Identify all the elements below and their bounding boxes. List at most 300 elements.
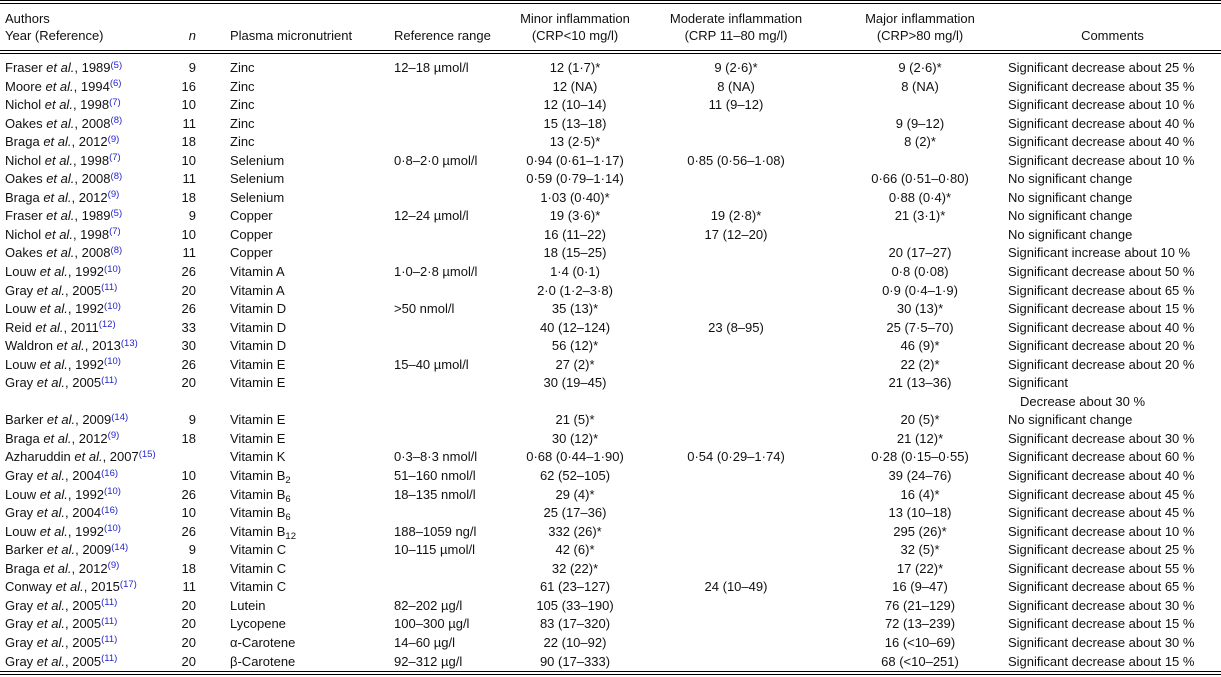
et-al-label: et al. (44, 226, 73, 242)
major-inflammation-cell: 20 (17–27) (888, 245, 952, 261)
col-header-micronutrient (198, 2, 394, 52)
table-row (0, 430, 1221, 449)
comment-cell: Significant decrease about 40 % (1008, 468, 1195, 484)
moderate-inflammation-cell (636, 467, 836, 486)
major-inflammation-cell: 8 (2)* (904, 134, 936, 150)
n-cell: 9 (188, 208, 196, 224)
reference-range-cell: 1·0–2·8 µmol/l (394, 264, 478, 280)
et-al-label: et al. (36, 468, 65, 484)
minor-inflammation-cell: 21 (5)* (555, 412, 595, 428)
comment-cell: Significant decrease about 20 % (1008, 356, 1195, 372)
authors-cell: Nichol et al., 1998$^{(7)}$ (5, 96, 121, 113)
table-body (0, 52, 1221, 673)
moderate-inflammation-cell (636, 486, 836, 505)
major-inflammation-cell: 16 (9–47) (892, 579, 948, 595)
major-inflammation-cell (836, 226, 1004, 245)
et-al-label: et al. (39, 523, 68, 539)
moderate-inflammation-cell (636, 337, 836, 356)
comment-cell: Significant decrease about 30 % (1008, 597, 1195, 613)
comment-cell: Significant decrease about 10 % (1008, 97, 1195, 113)
n-cell: 20 (181, 282, 196, 298)
major-inflammation-cell: 13 (10–18) (888, 505, 952, 521)
micronutrient-cell: Zinc (230, 134, 255, 150)
table-row (0, 244, 1221, 263)
authors-cell: Louw et al., 1992$^{(10)}$ (5, 300, 121, 317)
authors-cell: Louw et al., 1992$^{(10)}$ (5, 523, 121, 539)
et-al-label: et al. (36, 616, 65, 632)
minor-inflammation-cell: 332 (26)* (548, 523, 602, 539)
table-row (0, 634, 1221, 653)
citation-link[interactable]: (10) (104, 523, 121, 535)
comment-cell: Significant decrease about 10 % (1008, 523, 1195, 539)
reference-range-cell (394, 133, 514, 152)
micronutrient-cell: Vitamin E (230, 430, 286, 446)
citation-link[interactable]: (9) (107, 189, 120, 201)
n-cell: 11 (182, 115, 196, 131)
major-inflammation-cell: 17 (22)* (896, 560, 944, 576)
minor-inflammation-cell (514, 393, 636, 412)
micronutrient-cell: Vitamin D (230, 338, 287, 354)
reference-range-cell (394, 504, 514, 523)
n-cell: 20 (181, 375, 196, 391)
col-header-reference-range (394, 2, 514, 52)
moderate-inflammation-cell (636, 393, 836, 412)
minor-inflammation-cell: 18 (15–25) (543, 245, 607, 261)
n-cell: 10 (181, 97, 196, 113)
authors-cell: Oakes et al., 2008$^{(8)}$ (5, 244, 123, 261)
moderate-inflammation-cell (636, 411, 836, 430)
micronutrient-cell: β-Carotene (230, 653, 296, 669)
n-cell: 26 (181, 523, 196, 539)
table-row (0, 560, 1221, 579)
micronutrient-cell: Zinc (230, 78, 255, 94)
authors-cell: Conway et al., 2015$^{(17)}$ (5, 578, 137, 595)
header-row (0, 2, 1221, 52)
minor-inflammation-cell: 42 (6)* (555, 542, 595, 558)
micronutrient-cell: Vitamin C (230, 560, 287, 576)
citation-link[interactable]: (15) (138, 448, 156, 460)
authors-cell: Braga et al., 2012$^{(9)}$ (5, 189, 120, 205)
reference-range-cell (394, 170, 514, 189)
major-inflammation-cell: 0·88 (0·4)* (888, 189, 952, 205)
reference-range-cell: 0·3–8·3 nmol/l (394, 449, 478, 465)
citation-link[interactable]: (10) (104, 300, 121, 312)
authors-cell: Gray et al., 2004$^{(16)}$ (5, 504, 119, 521)
citation-link[interactable]: (5) (110, 207, 123, 219)
citation-link[interactable]: (11) (101, 597, 118, 609)
micronutrient-cell: Vitamin D (230, 319, 287, 335)
moderate-inflammation-cell: 19 (2·8)* (710, 208, 762, 224)
col-header-authors (0, 2, 172, 52)
micronutrient-cell: Vitamin A (230, 282, 285, 298)
comment-cell: Significant decrease about 55 % (1008, 560, 1195, 576)
moderate-inflammation-cell (636, 115, 836, 134)
moderate-inflammation-cell (636, 430, 836, 449)
reference-range-cell (394, 411, 514, 430)
reference-range-cell: 14–60 µg/l (394, 634, 455, 650)
citation-link[interactable]: (9) (107, 560, 120, 572)
table-row (0, 411, 1221, 430)
et-al-label: et al. (36, 375, 65, 391)
citation-link[interactable]: (11) (101, 615, 118, 627)
n-cell: 26 (181, 301, 196, 317)
n-cell: 20 (181, 653, 196, 669)
micronutrient-cell: α-Carotene (230, 634, 296, 650)
authors-cell: Louw et al., 1992$^{(10)}$ (5, 263, 121, 280)
citation-link[interactable]: (7) (109, 152, 121, 164)
et-al-label: et al. (35, 319, 64, 335)
table-row (0, 578, 1221, 597)
comment-cell: Significant (1008, 375, 1068, 391)
citation-link[interactable]: (7) (109, 226, 121, 238)
authors-cell: Oakes et al., 2008$^{(8)}$ (5, 115, 123, 131)
micronutrient-cell (198, 393, 394, 412)
table-row (0, 78, 1221, 97)
micronutrient-cell: Selenium (230, 189, 285, 205)
et-al-label: et al. (46, 245, 75, 261)
col-header-minor-inflammation (514, 2, 636, 52)
et-al-label: et al. (39, 486, 68, 502)
et-al-label: et al. (43, 430, 72, 446)
major-inflammation-cell: 68 (<10–251) (881, 653, 959, 669)
minor-inflammation-cell: 19 (3·6)* (549, 208, 601, 224)
moderate-inflammation-cell (636, 504, 836, 523)
citation-link[interactable]: (14) (111, 541, 129, 553)
reference-range-cell: 10–115 µmol/l (394, 542, 475, 558)
minor-inflammation-cell: 105 (33–190) (536, 597, 614, 613)
et-al-label: et al. (36, 282, 65, 298)
citation-link[interactable]: (11) (101, 653, 118, 664)
minor-inflammation-cell: 61 (23–127) (539, 579, 611, 595)
minor-inflammation-cell: 13 (2·5)* (549, 134, 601, 150)
n-cell: 10 (181, 468, 196, 484)
micronutrient-cell: Vitamin D (230, 301, 287, 317)
citation-link[interactable]: (10) (104, 263, 121, 275)
et-al-label: et al. (46, 542, 76, 558)
authors-cell: Louw et al., 1992$^{(10)}$ (5, 486, 121, 502)
moderate-inflammation-cell (636, 541, 836, 560)
citation-link[interactable]: (13) (120, 337, 138, 349)
citation-link[interactable]: (10) (104, 356, 121, 368)
minor-inflammation-cell: 62 (52–105) (539, 468, 611, 484)
moderate-inflammation-cell (636, 653, 836, 674)
micronutrient-cell: Vitamin K (230, 449, 286, 465)
et-al-label: et al. (43, 560, 72, 576)
authors-cell: Gray et al., 2005$^{(11)}$ (5, 653, 118, 669)
citation-link[interactable]: (10) (104, 486, 121, 498)
micronutrient-cell: Vitamin $B_2$ (230, 468, 291, 487)
major-inflammation-cell: 9 (2·6)* (898, 60, 942, 75)
authors-cell: Nichol et al., 1998$^{(7)}$ (5, 226, 121, 242)
citation-link[interactable]: (8) (110, 244, 123, 256)
moderate-inflammation-cell (636, 634, 836, 653)
reference-range-cell: 51–160 nmol/l (394, 468, 476, 484)
table-row (0, 523, 1221, 542)
header-micronutrient-label: Plasma micronutrient (230, 28, 353, 43)
table-row (0, 207, 1221, 226)
citation-link[interactable]: (16) (101, 504, 119, 516)
header-authors-line1: Authors (5, 11, 50, 26)
vitamin-subscript: 2 (285, 475, 291, 487)
n-cell (172, 448, 198, 467)
n-cell: 20 (181, 597, 196, 613)
major-inflammation-cell: 72 (13–239) (884, 616, 956, 632)
comment-cell: Significant decrease about 50 % (1008, 264, 1195, 280)
citation-link[interactable]: (7) (109, 96, 121, 108)
reference-range-cell: 82–202 µg/l (394, 597, 463, 613)
reference-range-cell: 188–1059 ng/l (394, 523, 477, 539)
reference-range-cell (394, 96, 514, 115)
major-inflammation-cell (836, 96, 1004, 115)
authors-cell: Louw et al., 1992$^{(10)}$ (5, 356, 121, 372)
reference-range-cell (394, 115, 514, 134)
moderate-inflammation-cell: 8 (NA) (717, 78, 755, 94)
authors-cell: Fraser et al., 1989$^{(5)}$ (5, 59, 123, 75)
table-row (0, 467, 1221, 486)
comment-cell: Significant decrease about 25 % (1008, 542, 1195, 558)
col-header-moderate-inflammation (636, 2, 836, 52)
major-inflammation-cell: 46 (9)* (900, 338, 940, 354)
table-row (0, 374, 1221, 393)
vitamin-subscript: 6 (285, 512, 291, 524)
comment-cell: Significant decrease about 15 % (1008, 616, 1195, 632)
moderate-inflammation-cell: 0·54 (0·29–1·74) (687, 449, 785, 465)
authors-cell: Nichol et al., 1998$^{(7)}$ (5, 152, 121, 168)
n-cell: 20 (181, 634, 196, 650)
major-inflammation-cell: 20 (5)* (900, 412, 940, 428)
header-n-label: n (188, 28, 196, 43)
table-row (0, 319, 1221, 338)
header-minor-line2: (CRP<10 mg/l) (531, 28, 619, 43)
reference-range-cell (394, 430, 514, 449)
citation-link[interactable]: (17) (119, 578, 137, 590)
authors-cell: Gray et al., 2005$^{(11)}$ (5, 634, 118, 650)
micronutrient-cell: Vitamin E (230, 375, 286, 391)
table-row (0, 356, 1221, 375)
moderate-inflammation-cell (636, 560, 836, 579)
micronutrient-cell: Copper (230, 226, 273, 242)
moderate-inflammation-cell (636, 523, 836, 542)
authors-cell: Azharuddin et al., 2007$^{(15)}$ (5, 448, 156, 465)
comment-cell: Significant decrease about 65 % (1008, 282, 1195, 298)
citation-link[interactable]: (5) (110, 59, 123, 71)
moderate-inflammation-cell (636, 615, 836, 634)
et-al-label: et al. (43, 134, 72, 150)
moderate-inflammation-cell: 0·85 (0·56–1·08) (687, 152, 785, 168)
micronutrient-cell: Zinc (230, 60, 255, 75)
authors-cell: Oakes et al., 2008$^{(8)}$ (5, 170, 123, 187)
comment-cell: Significant decrease about 40 % (1008, 319, 1195, 335)
comment-cell: Significant increase about 10 % (1008, 245, 1191, 261)
n-cell: 11 (182, 245, 196, 261)
et-al-label: et al. (46, 115, 75, 131)
comment-cell: Significant decrease about 60 % (1008, 449, 1195, 465)
authors-cell: Gray et al., 2005$^{(11)}$ (5, 282, 118, 298)
comment-cell: Decrease about 30 % (1020, 393, 1146, 409)
table-row (0, 96, 1221, 115)
authors-cell: Fraser et al., 1989$^{(5)}$ (5, 207, 123, 224)
n-cell: 18 (181, 189, 196, 205)
major-inflammation-cell: 8 (NA) (901, 78, 939, 94)
major-inflammation-cell: 9 (9–12) (895, 115, 945, 131)
et-al-label: et al. (36, 634, 65, 650)
vitamin-subscript: 6 (285, 493, 291, 505)
major-inflammation-cell: 21 (3·1)* (894, 208, 946, 224)
et-al-label: et al. (46, 171, 75, 187)
minor-inflammation-cell: 12 (NA) (552, 78, 598, 94)
reference-range-cell (394, 560, 514, 579)
citation-link[interactable]: (12) (98, 319, 116, 331)
table-row (0, 189, 1221, 208)
minor-inflammation-cell: 90 (17–333) (539, 653, 611, 669)
major-inflammation-cell: 295 (26)* (893, 523, 947, 539)
citation-link[interactable]: (11) (101, 374, 118, 386)
n-cell (172, 393, 198, 412)
major-inflammation-cell: 0·66 (0·51–0·80) (871, 171, 969, 187)
comment-cell: No significant change (1008, 226, 1133, 242)
minor-inflammation-cell: 2·0 (1·2–3·8) (537, 282, 613, 298)
major-inflammation-cell: 0·8 (0·08) (891, 264, 949, 280)
header-moderate-line2: (CRP 11–80 mg/l) (684, 28, 788, 43)
reference-range-cell (394, 578, 514, 597)
minor-inflammation-cell: 25 (17–36) (543, 505, 607, 521)
comment-cell: No significant change (1008, 412, 1133, 428)
major-inflammation-cell: 22 (2)* (900, 356, 940, 372)
major-inflammation-cell: 0·28 (0·15–0·55) (871, 449, 969, 465)
moderate-inflammation-cell (636, 263, 836, 282)
reference-range-cell: 12–24 µmol/l (394, 208, 469, 224)
minor-inflammation-cell: 0·68 (0·44–1·90) (526, 449, 624, 465)
moderate-inflammation-cell (636, 356, 836, 375)
moderate-inflammation-cell (636, 597, 836, 616)
moderate-inflammation-cell: 24 (10–49) (704, 579, 768, 595)
citation-link[interactable]: (8) (110, 115, 123, 127)
header-comments-label: Comments (1081, 28, 1144, 43)
authors-cell: Gray et al., 2004$^{(16)}$ (5, 467, 119, 484)
major-inflammation-cell: 21 (12)* (896, 430, 944, 446)
n-cell: 26 (181, 356, 196, 372)
et-al-label: et al. (36, 597, 65, 613)
major-inflammation-cell (836, 393, 1004, 412)
table-row (0, 226, 1221, 245)
moderate-inflammation-cell: 23 (8–95) (708, 319, 764, 335)
reference-range-cell (394, 244, 514, 263)
micronutrient-cell: Vitamin A (230, 264, 285, 280)
micronutrient-cell: Vitamin $B_6$ (230, 505, 291, 524)
table-row (0, 263, 1221, 282)
authors-cell: Braga et al., 2012$^{(9)}$ (5, 430, 120, 446)
micronutrient-cell: Lycopene (230, 616, 286, 632)
table-row (0, 615, 1221, 634)
et-al-label: et al. (46, 60, 75, 75)
n-cell: 16 (181, 78, 196, 94)
authors-cell: Waldron et al., 2013$^{(13)}$ (5, 337, 138, 354)
et-al-label: et al. (36, 653, 65, 669)
table-row (0, 541, 1221, 560)
micronutrient-cell: Copper (230, 208, 273, 224)
authors-cell: Gray et al., 2005$^{(11)}$ (5, 615, 118, 632)
reference-range-cell: 0·8–2·0 µmol/l (394, 152, 478, 168)
citation-link[interactable]: (9) (107, 430, 120, 442)
authors-cell: Barker et al., 2009$^{(14)}$ (5, 411, 129, 428)
citation-link[interactable]: (11) (101, 282, 118, 294)
citation-link[interactable]: (6) (109, 78, 122, 90)
minor-inflammation-cell: 15 (13–18) (543, 115, 607, 131)
minor-inflammation-cell: 12 (1·7)* (549, 60, 601, 75)
n-cell: 33 (181, 319, 196, 335)
micronutrient-cell: Vitamin C (230, 579, 287, 595)
citation-link[interactable]: (11) (101, 634, 118, 646)
authors-cell: Braga et al., 2012$^{(9)}$ (5, 560, 120, 576)
moderate-inflammation-cell (636, 189, 836, 208)
table-row (0, 282, 1221, 301)
comment-cell: Significant decrease about 25 % (1008, 60, 1195, 75)
comment-cell: Significant decrease about 35 % (1008, 78, 1195, 94)
minor-inflammation-cell: 83 (17–320) (539, 616, 611, 632)
reference-range-cell (394, 374, 514, 393)
n-cell: 18 (181, 134, 196, 150)
reference-range-cell: >50 nmol/l (394, 301, 455, 317)
reference-range-cell: 15–40 µmol/l (394, 356, 469, 372)
major-inflammation-cell: 16 (4)* (900, 486, 940, 502)
major-inflammation-cell: 0·9 (0·4–1·9) (882, 282, 958, 298)
moderate-inflammation-cell (636, 170, 836, 189)
et-al-label: et al. (39, 301, 68, 317)
n-cell: 9 (188, 412, 196, 428)
et-al-label: et al. (39, 264, 68, 280)
reference-range-cell (394, 319, 514, 338)
header-reference-range-label: Reference range (394, 28, 491, 43)
micronutrient-cell: Vitamin E (230, 412, 286, 428)
micronutrient-cell: Vitamin $B_6$ (230, 486, 291, 505)
minor-inflammation-cell: 29 (4)* (555, 486, 595, 502)
authors-cell (0, 393, 172, 412)
moderate-inflammation-cell (636, 282, 836, 301)
minor-inflammation-cell: 1·03 (0·40)* (540, 189, 610, 205)
minor-inflammation-cell: 0·94 (0·61–1·17) (526, 152, 624, 168)
n-cell: 11 (182, 579, 196, 595)
table-row (0, 170, 1221, 189)
citation-link[interactable]: (14) (111, 411, 129, 423)
minor-inflammation-cell: 56 (12)* (551, 338, 599, 354)
citation-link[interactable]: (16) (101, 467, 119, 479)
minor-inflammation-cell: 27 (2)* (555, 356, 595, 372)
n-cell: 9 (188, 542, 196, 558)
micronutrient-cell: Copper (230, 245, 273, 261)
moderate-inflammation-cell (636, 244, 836, 263)
comment-cell: Significant decrease about 45 % (1008, 486, 1195, 502)
reference-range-cell (394, 189, 514, 208)
minor-inflammation-cell: 35 (13)* (551, 301, 599, 317)
col-header-major-inflammation (836, 2, 1004, 52)
comment-cell: Significant decrease about 30 % (1008, 430, 1195, 446)
table-row (0, 300, 1221, 319)
moderate-inflammation-cell (636, 133, 836, 152)
et-al-label: et al. (39, 356, 68, 372)
moderate-inflammation-cell: 11 (9–12) (708, 97, 764, 113)
et-al-label: et al. (74, 449, 103, 465)
micronutrient-cell: Lutein (230, 597, 266, 613)
micronutrient-cell: Vitamin C (230, 542, 287, 558)
citation-link[interactable]: (9) (107, 133, 120, 145)
citation-link[interactable]: (8) (110, 170, 123, 182)
comment-cell: Significant decrease about 45 % (1008, 505, 1195, 521)
n-cell: 10 (181, 505, 196, 521)
et-al-label: et al. (44, 97, 73, 113)
header-major-line2: (CRP>80 mg/l) (876, 28, 964, 43)
header-minor-line1: Minor inflammation (520, 11, 630, 26)
n-cell: 11 (182, 171, 196, 187)
